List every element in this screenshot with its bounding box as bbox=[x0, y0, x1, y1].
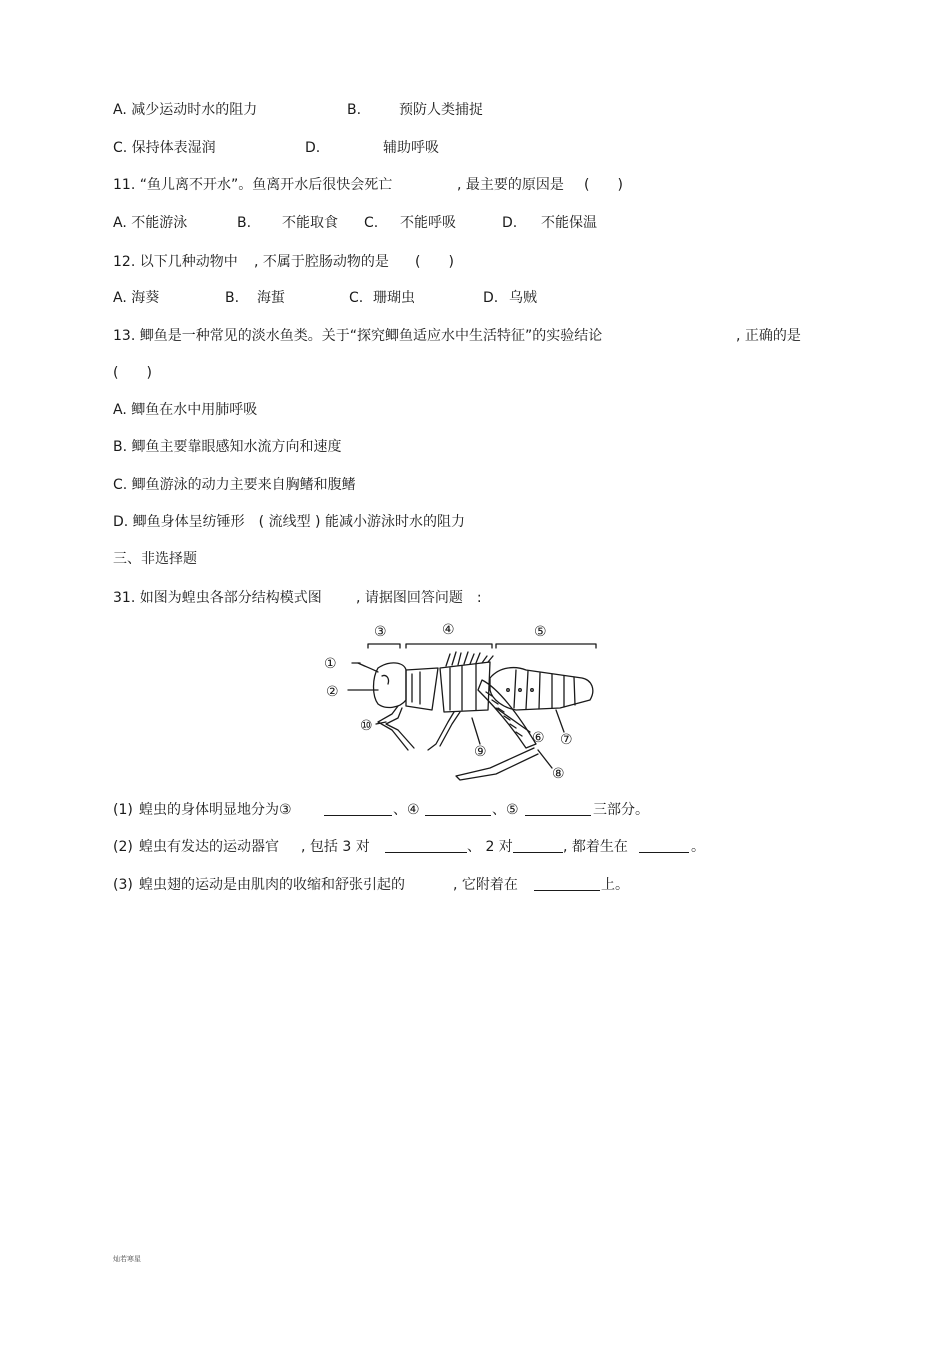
q10-option-b: 预防人类捕捉 bbox=[399, 102, 483, 118]
q11-answer-paren: ( ) bbox=[584, 177, 623, 193]
antenna bbox=[358, 663, 378, 672]
q31-sub1-tail: 三部分。 bbox=[593, 802, 649, 818]
grasshopper-diagram bbox=[320, 618, 610, 788]
q13-option-a: A. 鲫鱼在水中用肺呼吸 bbox=[113, 402, 258, 418]
q31-sub2-blank-wings[interactable] bbox=[513, 838, 563, 853]
q12-option-a: A. 海葵 bbox=[113, 290, 160, 306]
q31-sub2-blank-location[interactable] bbox=[639, 838, 689, 853]
label-3: ③ bbox=[374, 624, 387, 640]
q31-sub1-sep1: 、④ bbox=[393, 802, 420, 818]
q10-option-a: A. 减少运动时水的阻力 bbox=[113, 102, 258, 118]
q13-stem-text: 13. 鲫鱼是一种常见的淡水鱼类。关于“探究鲫鱼适应水中生活特征”的实验结论 bbox=[113, 328, 603, 344]
spiracle bbox=[531, 689, 534, 692]
q31-sub3-blank-attach[interactable] bbox=[534, 876, 600, 891]
q12-option-b-letter: B. bbox=[225, 290, 240, 306]
q31-sub2-text1: 蝗虫有发达的运动器官 bbox=[139, 839, 279, 855]
q12-option-c-letter: C. bbox=[349, 290, 364, 306]
spiracle bbox=[519, 689, 522, 692]
q31-sub1-sep2: 、⑤ bbox=[492, 802, 519, 818]
q11-option-a: A. 不能游泳 bbox=[113, 215, 188, 231]
q12-stem-text-2: , 不属于腔肠动物的是 bbox=[254, 254, 389, 270]
q11-option-c-letter: C. bbox=[364, 215, 379, 231]
q13-option-d: D. 鲫鱼身体呈纺锤形 ( 流线型 ) 能减小游泳时水的阻力 bbox=[113, 514, 465, 530]
bracket-head bbox=[368, 644, 400, 648]
section-title: 三、非选择题 bbox=[113, 551, 197, 567]
q10-option-b-letter: B. bbox=[347, 102, 362, 118]
q11-stem-text: 11. “鱼儿离不开水”。鱼离开水后很快会死亡 bbox=[113, 177, 393, 193]
q31-sub2-text4: , 都着生在 bbox=[563, 839, 628, 855]
q12-option-d: 乌贼 bbox=[509, 290, 537, 306]
thorax-rear bbox=[440, 662, 490, 712]
q11-option-c: 不能呼吸 bbox=[400, 215, 456, 231]
q12-option-d-letter: D. bbox=[483, 290, 499, 306]
middle-leg-inner bbox=[440, 712, 460, 746]
q31-sub1-blank-head[interactable] bbox=[324, 801, 392, 816]
q31-sub1-text: 蝗虫的身体明显地分为③ bbox=[139, 802, 292, 818]
q31-sub2-num: (2) bbox=[113, 839, 133, 855]
leader-9 bbox=[472, 718, 480, 744]
thorax-segments bbox=[450, 664, 476, 710]
abdomen bbox=[490, 668, 593, 710]
q12-option-b: 海蜇 bbox=[257, 290, 285, 306]
q10-option-d: 辅助呼吸 bbox=[383, 140, 439, 156]
q12-stem-text: 12. 以下几种动物中 bbox=[113, 254, 238, 270]
q11-option-d-letter: D. bbox=[502, 215, 518, 231]
q11-option-b: 不能取食 bbox=[282, 215, 338, 231]
label-7: ⑦ bbox=[560, 732, 573, 748]
q13-answer-paren: ( ) bbox=[113, 365, 152, 381]
q31-sub3-num: (3) bbox=[113, 877, 133, 893]
thorax-front bbox=[406, 668, 438, 710]
q12-answer-paren: ( ) bbox=[415, 254, 454, 270]
q10-option-c: C. 保持体表湿润 bbox=[113, 140, 216, 156]
label-5: ⑤ bbox=[534, 624, 547, 640]
q10-option-d-letter: D. bbox=[305, 140, 321, 156]
page-footer: 灿若寒星 bbox=[113, 1255, 141, 1263]
q11-option-b-letter: B. bbox=[237, 215, 252, 231]
bracket-thorax bbox=[406, 644, 492, 648]
leader-7 bbox=[556, 710, 564, 732]
q31-sub1-blank-thorax[interactable] bbox=[425, 801, 491, 816]
hind-leg-tibia bbox=[456, 748, 538, 780]
q31-sub1-num: (1) bbox=[113, 802, 133, 818]
q31-sub3-tail: 上。 bbox=[601, 877, 629, 893]
leader-6 bbox=[496, 708, 530, 732]
q31-sub2-text2: , 包括 3 对 bbox=[301, 839, 370, 855]
compound-eye bbox=[382, 675, 389, 684]
q11-stem-text-2: , 最主要的原因是 bbox=[457, 177, 564, 193]
label-6: ⑥ bbox=[532, 730, 545, 746]
label-10: ⑩ bbox=[360, 718, 373, 734]
spiracle bbox=[507, 689, 510, 692]
q11-option-d: 不能保温 bbox=[541, 215, 597, 231]
label-8: ⑧ bbox=[552, 766, 565, 782]
q13-stem-text-2: , 正确的是 bbox=[736, 328, 801, 344]
label-1: ① bbox=[324, 656, 337, 672]
q13-option-c: C. 鲫鱼游泳的动力主要来自胸鳍和腹鳍 bbox=[113, 477, 356, 493]
q31-stem-text: 31. 如图为蝗虫各部分结构模式图 bbox=[113, 590, 322, 606]
q31-sub2-tail: 。 bbox=[691, 839, 705, 855]
label-9: ⑨ bbox=[474, 744, 487, 760]
label-2: ② bbox=[326, 684, 339, 700]
q12-option-c: 珊瑚虫 bbox=[373, 290, 415, 306]
q31-stem-text-2: , 请据图回答问题 : bbox=[356, 590, 482, 606]
label-4: ④ bbox=[442, 622, 455, 638]
q31-sub1-blank-abdomen[interactable] bbox=[525, 801, 591, 816]
foreleg-inner bbox=[386, 708, 414, 748]
q31-sub2-blank-legs[interactable] bbox=[385, 838, 467, 853]
bracket-abdomen bbox=[496, 644, 596, 648]
wing-fringe bbox=[446, 652, 493, 666]
leader-8 bbox=[538, 750, 552, 768]
q31-sub3-text2: , 它附着在 bbox=[453, 877, 518, 893]
q31-sub3-text1: 蝗虫翅的运动是由肌肉的收缩和舒张引起的 bbox=[139, 877, 405, 893]
head bbox=[374, 663, 407, 708]
thorax-lines bbox=[412, 672, 420, 704]
q13-option-b: B. 鲫鱼主要靠眼感知水流方向和速度 bbox=[113, 439, 342, 455]
q31-sub2-text3: 、 2 对 bbox=[467, 839, 513, 855]
